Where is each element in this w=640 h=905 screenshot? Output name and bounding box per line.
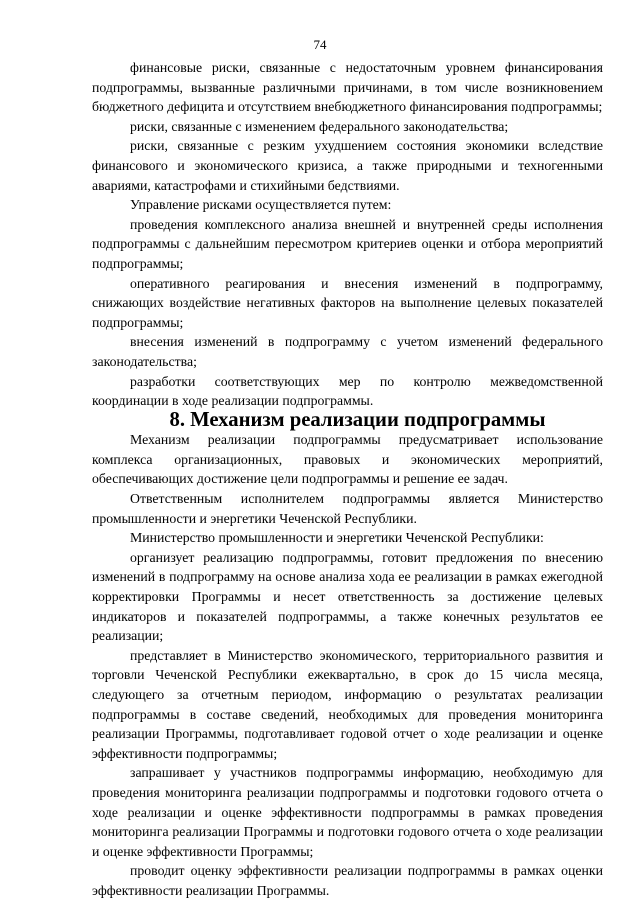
paragraph-legislation-risks: риски, связанные с изменением федерального законодательства;: [130, 118, 509, 134]
paragraph-operational-response: оперативного реагирования и внесения изменений в подпрограмму, снижающих воздействие негативных факторов на выполнение целевых показателей подпрограммы;: [92, 275, 603, 330]
paragraph-evaluates-efficiency: проводит оценку эффективности реализации подпрограммы в рамках оценки эффективности реализации Программы.: [92, 863, 603, 898]
paragraph-complex-analysis: проведения комплексного анализа внешней и внутренней среды исполнения подпрограммы с дальнейшим пересмотром критериев оценки и отбора мероприятий подпрограммы;: [92, 216, 603, 271]
paragraph-mechanism: Механизм реализации подпрограммы предусматривает использование комплекса организационных, правовых и экономических мероприятий, обеспечивающих достижение цели подпрограммы и решение ее задач.: [92, 432, 603, 487]
paragraph-ministry-intro: Министерство промышленности и энергетики Чеченской Республики:: [130, 530, 544, 546]
paragraph-legislation-changes: внесения изменений в подпрограмму с учетом изменений федерального законодательства;: [92, 334, 603, 369]
paragraph-risk-management-intro: Управление рисками осуществляется путем:: [130, 197, 392, 213]
paragraph-economic-risks: риски, связанные с резким ухудшением состояния экономики вследствие финансового и экономического кризиса, а также природными и техногенными авариями, катастрофами и стихийными бедствиями.: [92, 138, 603, 193]
document-body: [92, 58, 603, 901]
paragraph-responsible-executor: Ответственным исполнителем подпрограммы является Министерство промышленности и энергетики Чеченской Республики.: [92, 491, 603, 526]
paragraph-requests-information: запрашивает у участников подпрограммы информацию, необходимую для проведения мониторинга реализации подпрограммы и подготовки годового отчета о ходе реализации и оценке эффективности подпрограммы в рамках проведения мониторинга реализации Программы и подготовки годового отчета о ходе реализации и оценке эффективности Программы;: [92, 765, 603, 859]
section-heading: 8. Механизм реализации подпрограммы: [169, 408, 546, 431]
page-number: 74: [313, 37, 327, 52]
paragraph-organizes: организует реализацию подпрограммы, готовит предложения по внесению изменений в подпрограмму на основе анализа хода ее реализации в рамках ежегодной корректировки Программы и несет ответственность за достижение целевых индикаторов и показателей подпрограммы, а также конечных результатов ее реализации;: [92, 549, 603, 644]
paragraph-financial-risks: финансовые риски, связанные с недостаточным уровнем финансирования подпрограммы, вызванные различными причинами, в том числе возникновением бюджетного дефицита и отсутствием внебюджетного финансирования подпрограммы;: [92, 60, 603, 115]
paragraph-submits-reports: представляет в Министерство экономического, территориального развития и торговли Чеченской Республики ежеквартально, в срок до 15 числа месяца, следующего за отчетным периодом, информацию о результатах реализации подпрограммы в составе сведений, необходимых для проведения мониторинга реализации Программы, подготавливает годовой отчет о ходе реализации и оценке эффективности подпрограммы;: [92, 647, 603, 761]
paragraph-coordination-measures: разработки соответствующих мер по контролю межведомственной координации в ходе реализации подпрограммы.: [92, 373, 603, 409]
